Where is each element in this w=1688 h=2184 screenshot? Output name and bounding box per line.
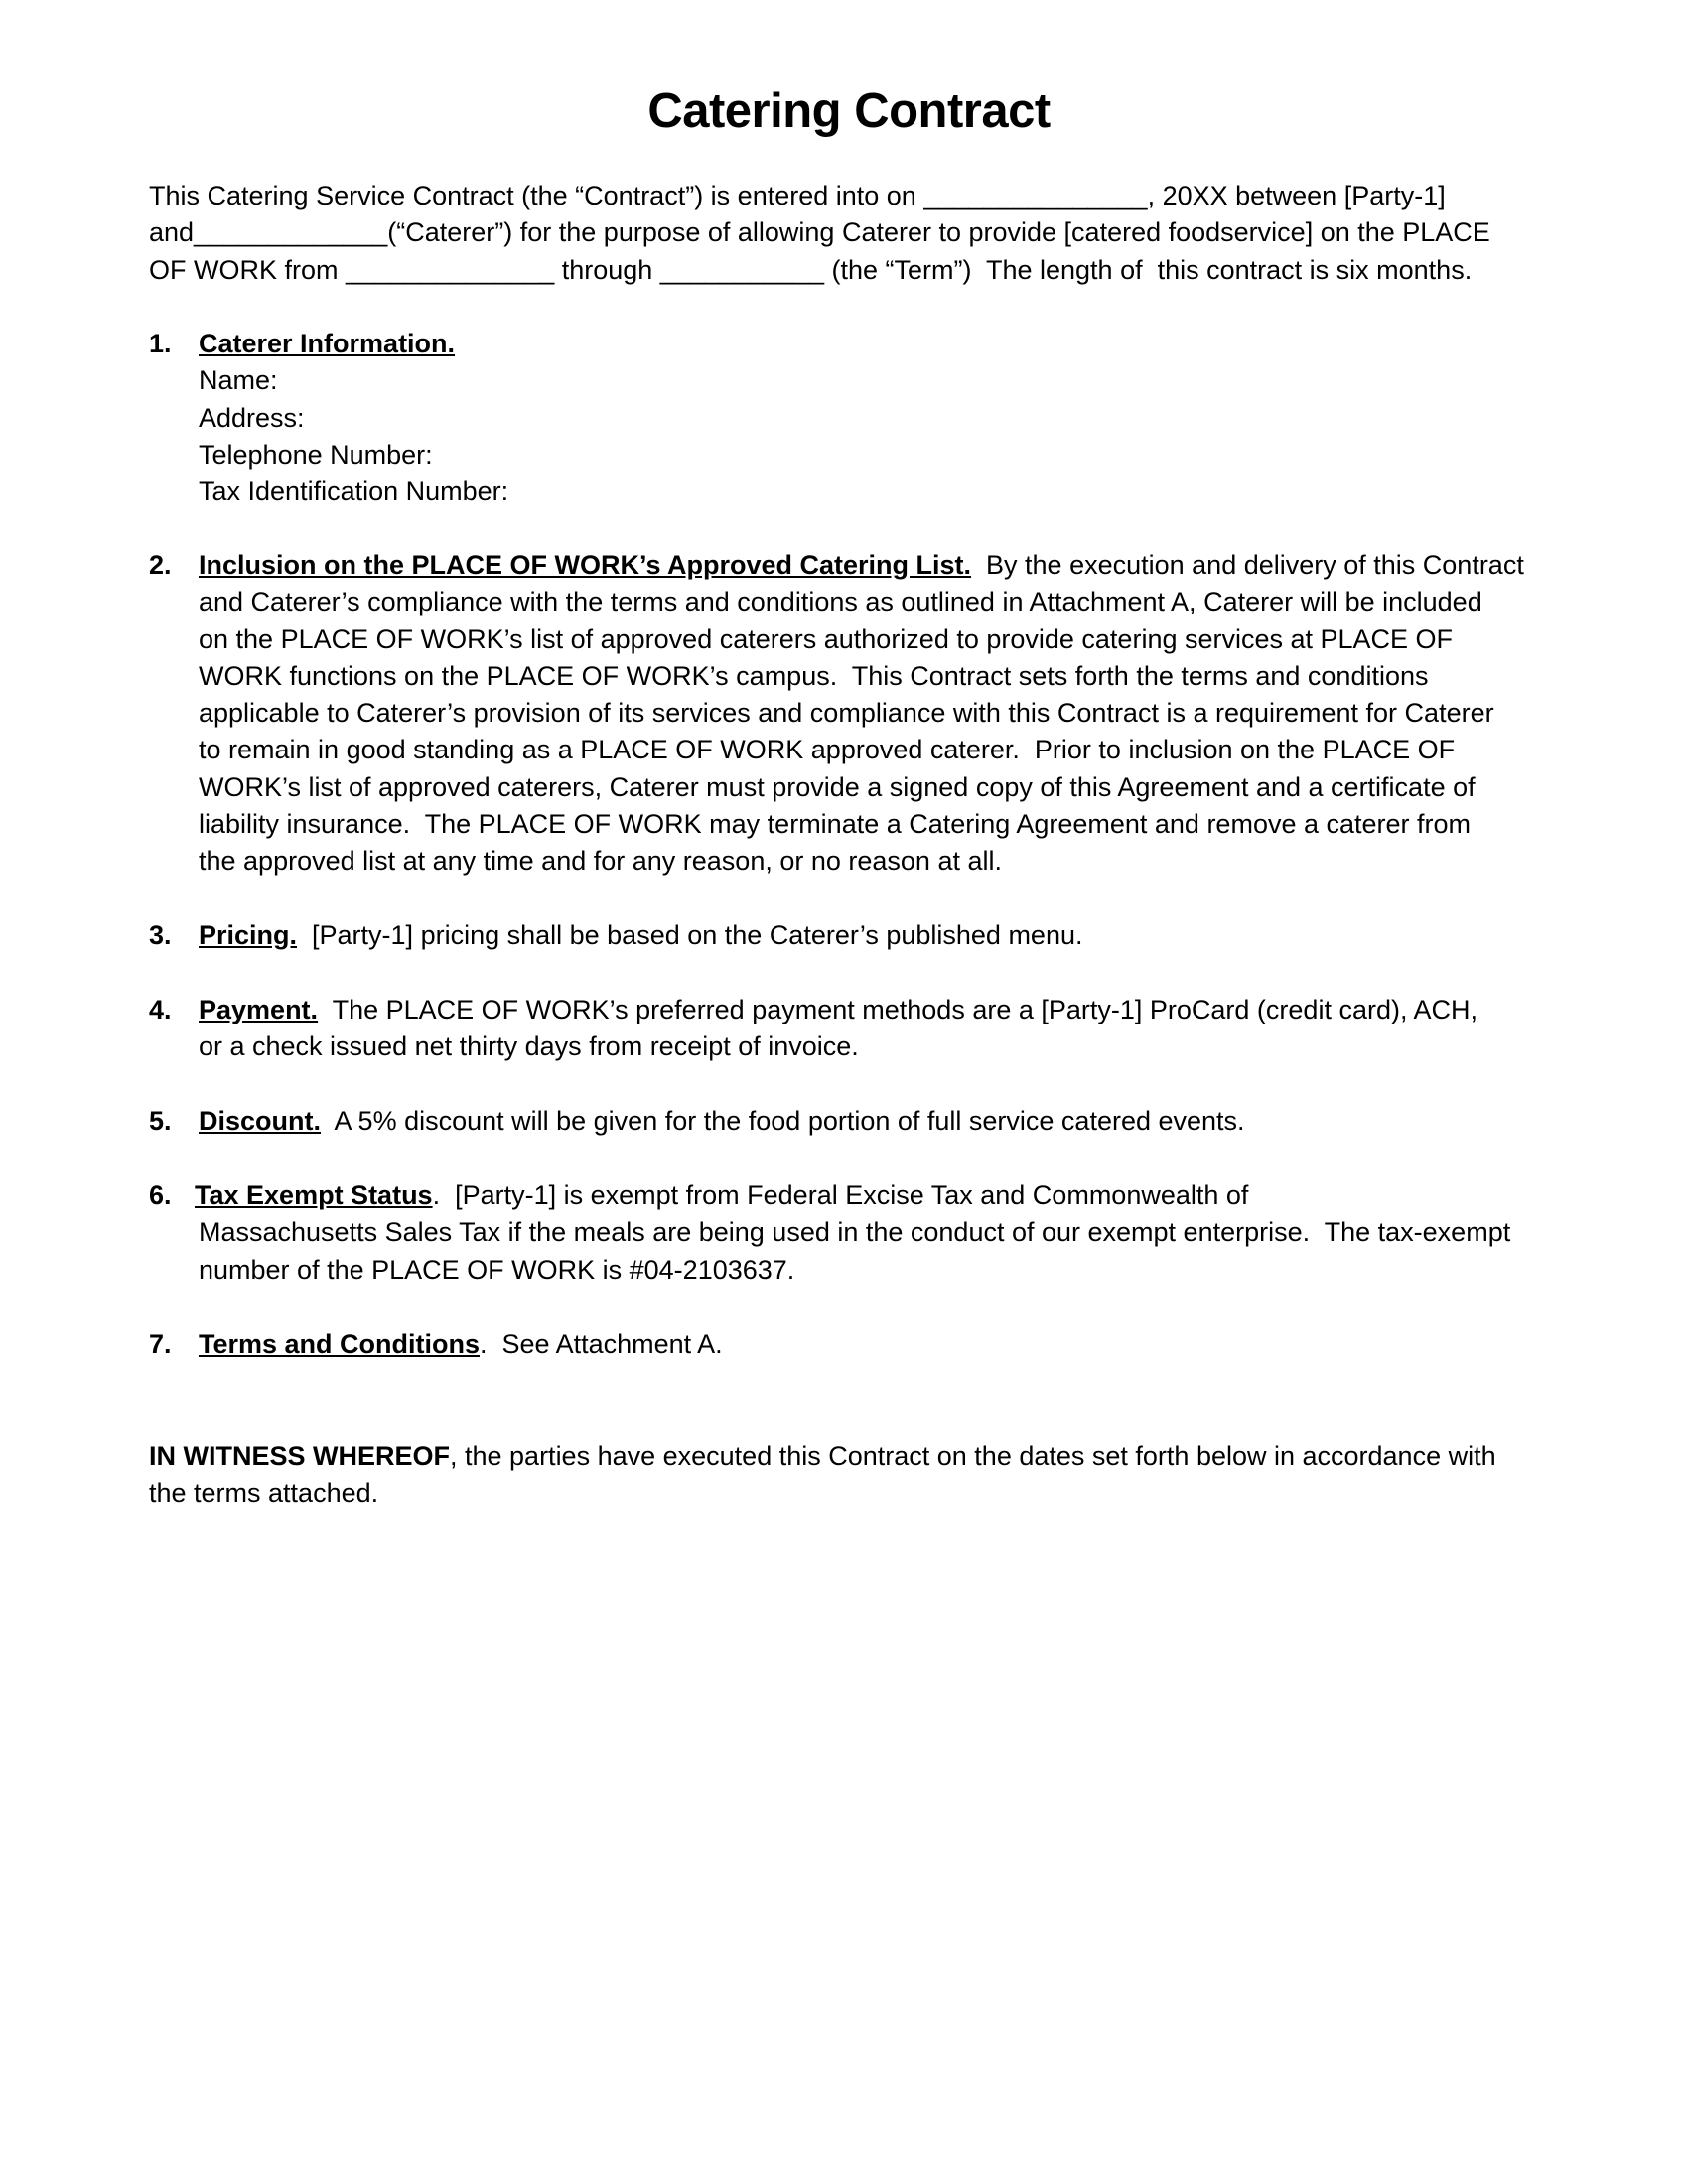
section-line: to remain in good standing as a PLACE OF WORK approved caterer. Prior to inclusion on the PLACE OF — [199, 735, 1456, 765]
section-text: The PLACE OF WORK’s preferred payment methods are a [Party-1] ProCard (credit card), ACH, — [318, 995, 1477, 1024]
section-number: 6. — [149, 1180, 172, 1210]
section-text: [Party-1] pricing shall be based on the Caterer’s published menu. — [297, 920, 1083, 950]
section-line — [199, 1326, 1559, 1363]
section-content — [195, 1177, 1559, 1289]
section-heading: Caterer Information. — [199, 329, 456, 358]
section-line — [199, 917, 1559, 954]
section-number: 7. — [149, 1329, 172, 1359]
section-line: WORK functions on the PLACE OF WORK’s campus. This Contract sets forth the terms and conditions — [199, 660, 1429, 691]
section-number: 2. — [149, 550, 172, 580]
section-line: or a check issued net thirty days from receipt of invoice. — [199, 1031, 859, 1062]
intro-line: and_____________(“Caterer”) for the purpose of allowing Caterer to provide [catered foodservice] on the PLACE — [149, 217, 1490, 248]
section-line: Massachusetts Sales Tax if the meals are being used in the conduct of our exempt enterprise. The tax-exempt — [199, 1217, 1511, 1248]
section-content — [199, 547, 1559, 881]
section-content — [199, 1103, 1559, 1140]
section-content — [199, 992, 1559, 1066]
section-number: 1. — [149, 329, 172, 358]
caterer-field-label: Telephone Number: — [199, 439, 433, 470]
witness-line — [149, 1438, 1549, 1475]
section-text: By the execution and delivery of this Contract — [971, 550, 1524, 580]
section-line: number of the PLACE OF WORK is #04-2103637. — [199, 1254, 795, 1285]
intro-paragraph — [149, 178, 1549, 289]
witness-text: , the parties have executed this Contract on the dates set forth below in accordance with — [450, 1441, 1496, 1471]
section-number: 3. — [149, 920, 172, 950]
caterer-field-label: Name: — [199, 365, 278, 396]
section-heading: Terms and Conditions — [199, 1329, 481, 1359]
section-line: applicable to Caterer’s provision of its services and compliance with this Contract is a requirement for Caterer — [199, 698, 1494, 729]
section-heading: Discount. — [199, 1106, 322, 1136]
caterer-field-label: Tax Identification Number: — [199, 477, 509, 507]
section-line — [199, 992, 1559, 1028]
section-line: on the PLACE OF WORK’s list of approved caterers authorized to provide catering services at PLACE OF — [199, 623, 1454, 654]
section-text: . [Party-1] is exempt from Federal Excise Tax and Commonwealth of — [432, 1180, 1249, 1210]
witness-line: the terms attached. — [149, 1478, 379, 1509]
intro-line: OF WORK from ______________ through ___________ (the “Term”) The length of this contract is six months. — [149, 254, 1473, 285]
section-number: 4. — [149, 995, 172, 1024]
section-heading: Tax Exempt Status — [195, 1180, 433, 1210]
page-title: Catering Contract — [647, 84, 1051, 138]
section-heading: Inclusion on the PLACE OF WORK’s Approved Catering List. — [199, 550, 972, 580]
section-content — [199, 1326, 1559, 1363]
section-text: A 5% discount will be given for the food portion of full service catered events. — [321, 1106, 1245, 1136]
section-line — [199, 547, 1559, 584]
section-line — [195, 1177, 1559, 1214]
section-line: liability insurance. The PLACE OF WORK may terminate a Catering Agreement and remove a caterer from — [199, 809, 1472, 840]
section-line: and Caterer’s compliance with the terms and conditions as outlined in Attachment A, Caterer will be included — [199, 587, 1482, 617]
section-number: 5. — [149, 1106, 172, 1136]
witness-paragraph — [149, 1438, 1549, 1513]
caterer-field-label: Address: — [199, 402, 305, 433]
section-text: . See Attachment A. — [480, 1329, 723, 1359]
section-line: WORK’s list of approved caterers, Caterer must provide a signed copy of this Agreement and a certificate of — [199, 771, 1476, 802]
section-content — [199, 917, 1559, 954]
section-heading: Pricing. — [199, 920, 298, 950]
section-line — [199, 1103, 1559, 1140]
section-content — [199, 326, 1559, 510]
section-heading: Payment. — [199, 995, 319, 1024]
witness-heading: IN WITNESS WHEREOF — [149, 1441, 450, 1471]
section-line: the approved list at any time and for any reason, or no reason at all. — [199, 846, 1002, 877]
intro-line: This Catering Service Contract (the “Contract”) is entered into on _______________, 20XX between [Party-1] — [149, 181, 1446, 210]
